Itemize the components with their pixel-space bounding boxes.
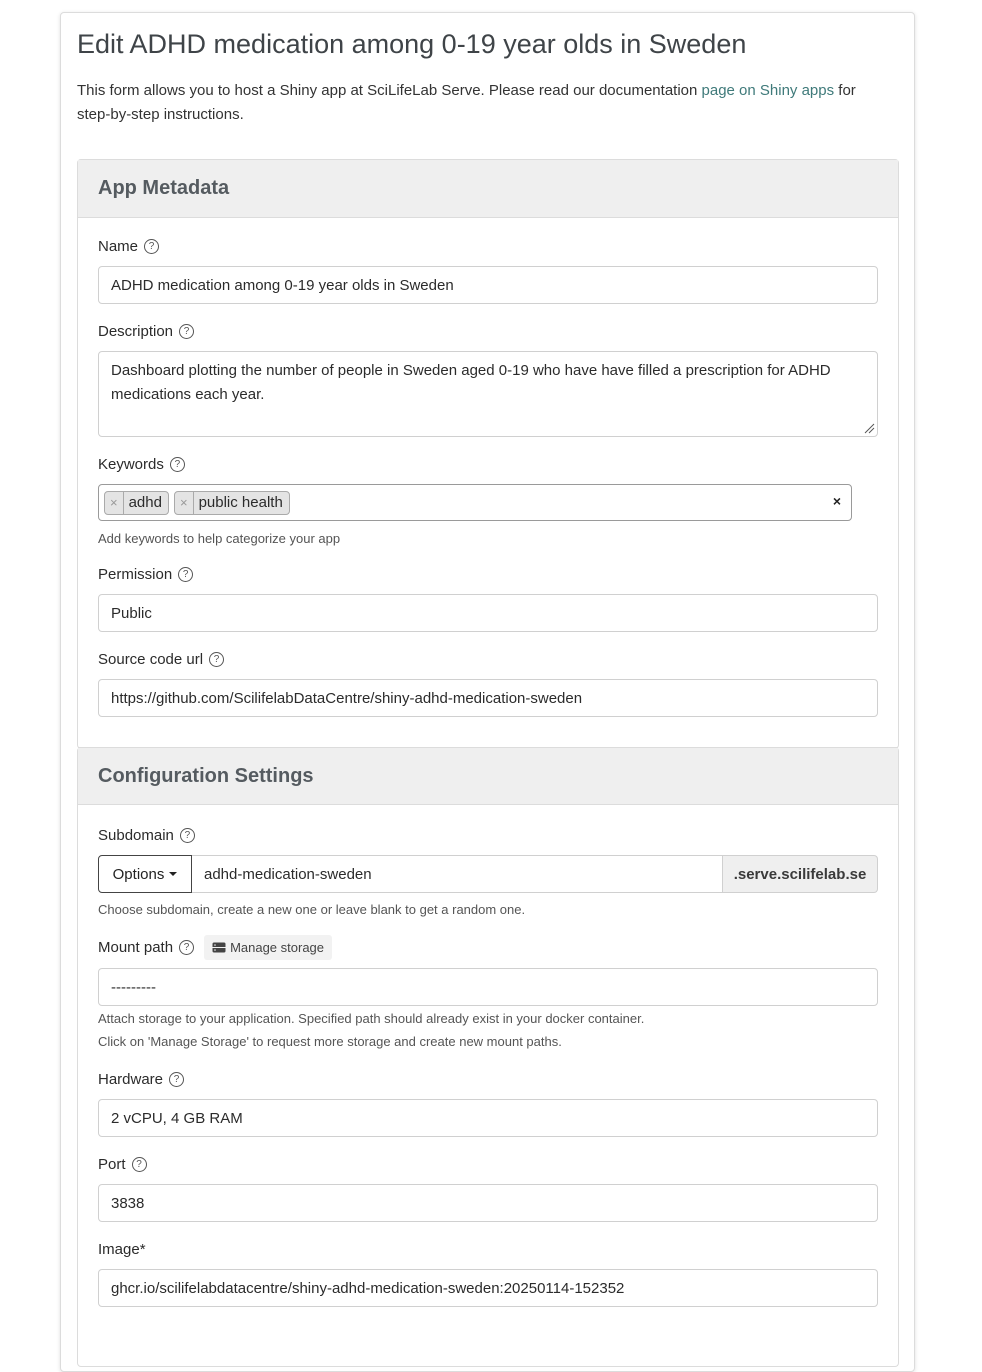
help-icon[interactable]: ?: [179, 940, 194, 955]
subdomain-group: [98, 855, 878, 893]
help-icon[interactable]: ?: [170, 457, 185, 472]
name-label: Name: [98, 237, 139, 255]
subdomain-hint: Choose subdomain, create a new one or leave blank to get a random one.: [98, 902, 526, 917]
hardware-select[interactable]: 2 vCPU, 4 GB RAM: [98, 1099, 878, 1137]
source-code-field: [98, 649, 878, 717]
permission-label: Permission: [98, 565, 173, 583]
description-field: [98, 321, 878, 437]
section-header: App Metadata: [78, 160, 898, 218]
remove-tag-icon[interactable]: ×: [105, 492, 124, 514]
source-code-input[interactable]: https://github.com/ScilifelabDataCentre/shiny-adhd-medication-sweden: [98, 679, 878, 717]
help-icon[interactable]: ?: [179, 324, 194, 339]
port-label: Port: [98, 1155, 126, 1173]
app-metadata-section: [77, 159, 899, 749]
mount-path-hint: Attach storage to your application. Specified path should already exist in your docker container. Click on 'Manage Storage' to request more storage and create new mount paths.: [98, 1011, 645, 1049]
mount-path-select[interactable]: ---------: [98, 968, 878, 1006]
mount-path-label: Mount path: [98, 938, 174, 956]
mount-path-field: [98, 937, 878, 1053]
source-code-label: Source code url: [98, 650, 204, 668]
image-label: Image*: [98, 1240, 146, 1258]
help-icon[interactable]: ?: [132, 1157, 147, 1172]
help-icon[interactable]: ?: [144, 239, 159, 254]
manage-storage-button[interactable]: Manage storage: [204, 935, 332, 960]
keywords-input[interactable]: [98, 484, 852, 521]
configuration-section: [77, 747, 899, 1367]
section-header: Configuration Settings: [78, 747, 898, 805]
clear-all-icon[interactable]: ×: [832, 493, 841, 509]
caret-down-icon: [169, 872, 177, 876]
page-title: Edit ADHD medication among 0-19 year olds in Sweden: [77, 29, 747, 59]
subdomain-label: Subdomain: [98, 826, 174, 844]
keyword-tag: × public health: [174, 491, 290, 515]
permission-field: [98, 564, 878, 632]
name-input[interactable]: ADHD medication among 0-19 year olds in Sweden: [98, 266, 878, 304]
resize-grip-icon[interactable]: [863, 422, 875, 434]
remove-tag-icon[interactable]: ×: [175, 492, 194, 514]
storage-icon: [212, 942, 226, 953]
subdomain-field: [98, 825, 878, 921]
image-input[interactable]: ghcr.io/scilifelabdatacentre/shiny-adhd-medication-sweden:20250114-152352: [98, 1269, 878, 1307]
subdomain-suffix: .serve.scilifelab.se: [723, 855, 878, 893]
help-icon[interactable]: ?: [169, 1072, 184, 1087]
port-input[interactable]: 3838: [98, 1184, 878, 1222]
keywords-hint: Add keywords to help categorize your app: [98, 531, 341, 546]
help-icon[interactable]: ?: [180, 828, 195, 843]
keyword-tag: × adhd: [104, 491, 169, 515]
help-icon[interactable]: ?: [209, 652, 224, 667]
edit-app-card: [60, 12, 915, 1372]
keywords-field: [98, 454, 878, 550]
port-field: [98, 1154, 878, 1222]
permission-select[interactable]: Public: [98, 594, 878, 632]
name-field: [98, 236, 878, 304]
description-textarea[interactable]: Dashboard plotting the number of people in Sweden aged 0-19 who have have filled a prescription for ADHD medications each year.: [98, 351, 878, 437]
subdomain-input[interactable]: adhd-medication-sweden: [192, 855, 723, 893]
image-field: [98, 1239, 878, 1307]
hardware-label: Hardware: [98, 1070, 164, 1088]
shiny-docs-link[interactable]: page on Shiny apps: [701, 82, 835, 99]
description-label: Description: [98, 322, 174, 340]
help-icon[interactable]: ?: [178, 567, 193, 582]
options-dropdown-button[interactable]: Options: [98, 855, 192, 893]
hardware-field: [98, 1069, 878, 1137]
intro-text: This form allows you to host a Shiny app at SciLifeLab Serve. Please read our documentation page on Shiny apps for step-by-step instructions.: [77, 82, 856, 123]
keywords-label: Keywords: [98, 455, 164, 473]
